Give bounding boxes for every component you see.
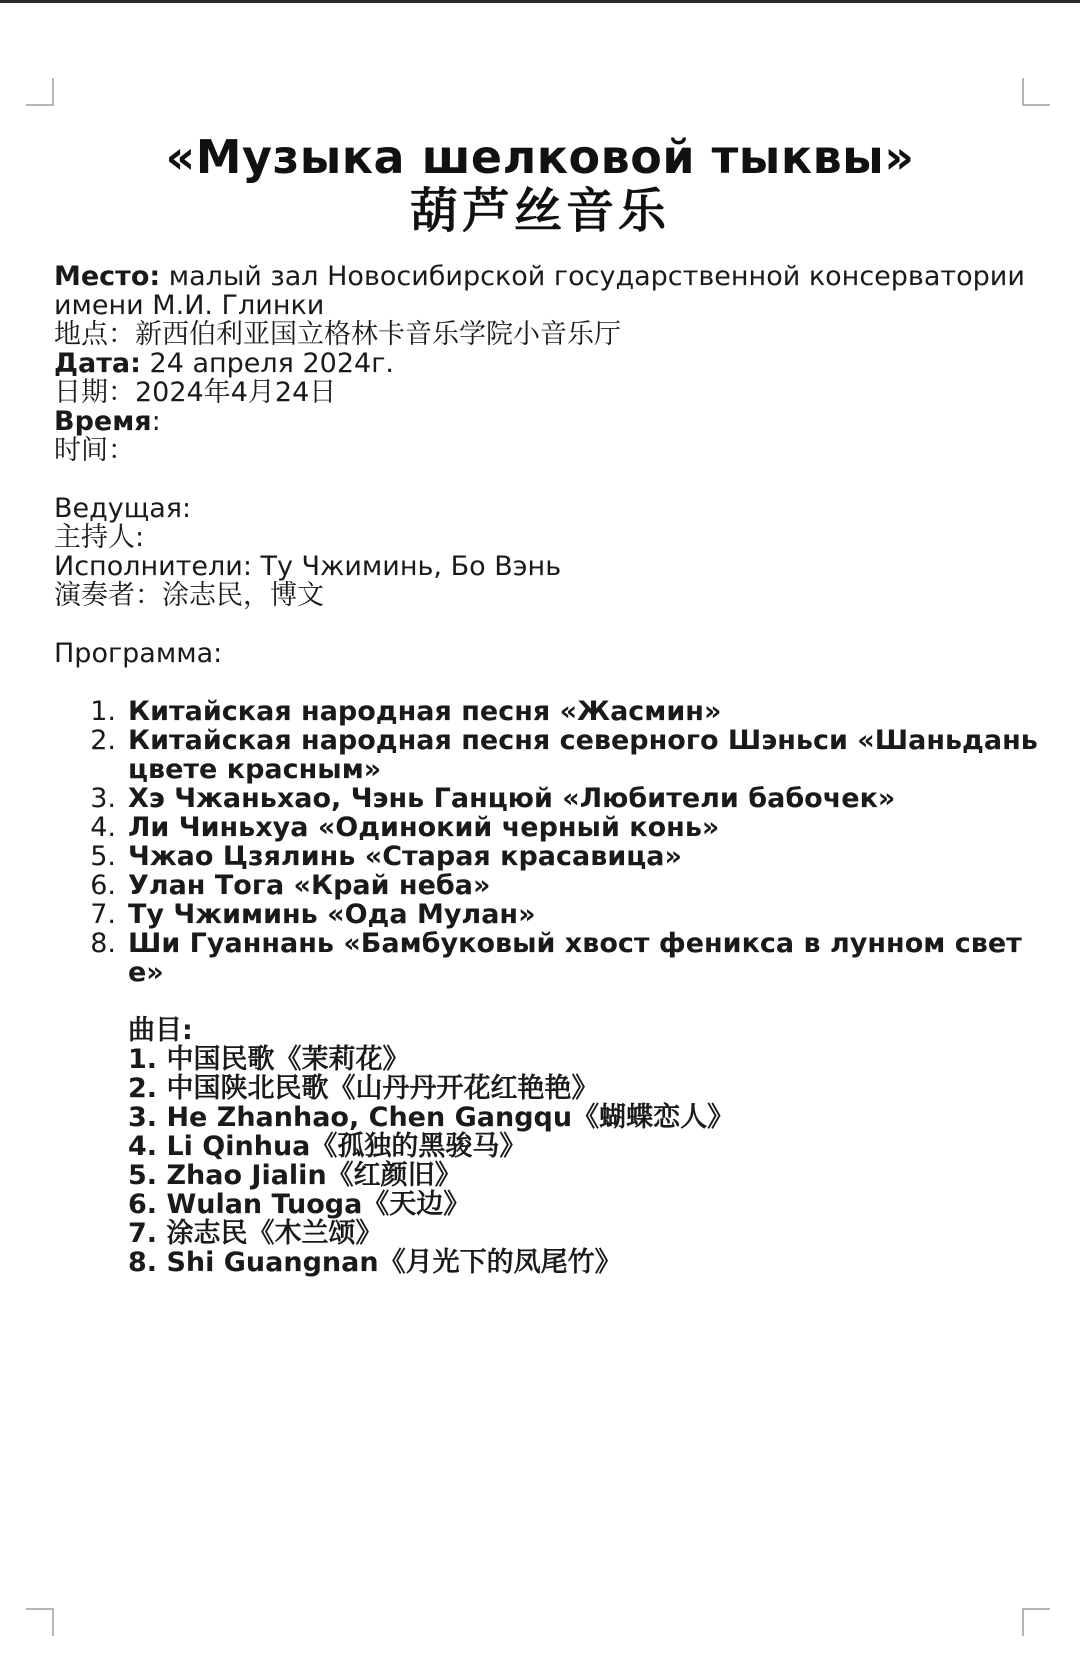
program-item-number: 4. [90,812,116,843]
program-item-text: Хэ Чжаньхао, Чэнь Ганцюй «Любители бабочек» [128,783,896,814]
time-label: Время [54,406,152,437]
crop-mark-bottom-right [1022,1608,1050,1636]
program-item-number: 3. [90,783,116,814]
date-line [54,349,1054,378]
place-label: Место: [54,261,161,292]
program-item-number: 7. [90,899,116,930]
program-item-text: Китайская народная песня «Жасмин» [128,696,722,727]
crop-mark-top-right [1022,78,1050,106]
program-item [54,929,1054,987]
program-list-chinese [128,1016,1054,1277]
program-item-chinese: 2. 中国陕北民歌《山丹丹开花红艳艳》 [128,1073,599,1104]
program-item [54,697,1054,726]
date-value: 24 апреля 2024г. [140,348,394,379]
program-item-number: 8. [90,928,116,959]
spacer [54,610,1054,639]
program-heading: Программа: [54,638,223,669]
program-item-chinese: 1. 中国民歌《茉莉花》 [128,1044,410,1075]
program-item [54,726,1054,784]
time-line [54,407,1054,436]
program-item-chinese: 8. Shi Guangnan《月光下的凤尾竹》 [128,1247,622,1278]
document-body [54,262,1054,1277]
place-chinese: 地点：新西伯利亚国立格林卡音乐学院小音乐厅 [54,319,621,350]
performers-chinese: 演奏者：涂志民，博文 [54,580,324,611]
program-item-chinese: 5. Zhao Jialin《红颜旧》 [128,1160,462,1191]
program-item [54,871,1054,900]
program-item-chinese: 3. He Zhanhao, Chen Gangqu《蝴蝶恋人》 [128,1102,735,1133]
document-title-chinese: 葫芦丝音乐 [409,183,670,239]
program-item-text: Ши Гуаннань «Бамбуковый хвост феникса в лунном свете» [128,928,1022,988]
program-item [54,813,1054,842]
crop-mark-bottom-left [26,1608,54,1636]
program-item-text: Китайская народная песня северного Шэньси «Шаньдань цвете красным» [128,725,1038,785]
date-label: Дата: [54,348,141,379]
program-item [54,842,1054,871]
program-item-chinese: 7. 涂志民《木兰颂》 [128,1218,383,1249]
time-colon: : [151,406,161,437]
document-title-russian: «Музыка шелковой тыквы» [165,130,915,184]
program-item-chinese: 4. Li Qinhua《孤独的黑骏马》 [128,1131,527,1162]
host-russian: Ведущая: [54,493,192,524]
program-item [54,900,1054,929]
program-item-text: Ли Чиньхуа «Одинокий черный конь» [128,812,720,843]
program-heading-chinese: 曲目: [128,1015,193,1046]
performers-russian: Исполнители: Ту Чжиминь, Бо Вэнь [54,551,562,582]
program-list-russian [54,697,1054,987]
crop-mark-top-left [26,78,54,106]
program-item-text: Ту Чжиминь «Ода Мулан» [128,899,536,930]
program-item-number: 2. [90,725,116,756]
host-chinese: 主持人: [54,522,145,553]
program-item-number: 5. [90,841,116,872]
date-chinese: 日期：2024年4月24日 [54,377,337,408]
program-item-text: Улан Тога «Край неба» [128,870,491,901]
program-item-number: 6. [90,870,116,901]
spacer [54,465,1054,494]
program-item-number: 1. [90,696,116,727]
time-chinese: 时间： [54,435,135,466]
place-value: малый зал Новосибирской государственной консерватории имени М.И. Глинки [54,261,1025,321]
program-item-text: Чжао Цзялинь «Старая красавица» [128,841,682,872]
program-item-chinese: 6. Wulan Tuoga《天边》 [128,1189,471,1220]
top-border-line [0,0,1080,3]
program-item [54,784,1054,813]
place-line [54,262,1054,320]
